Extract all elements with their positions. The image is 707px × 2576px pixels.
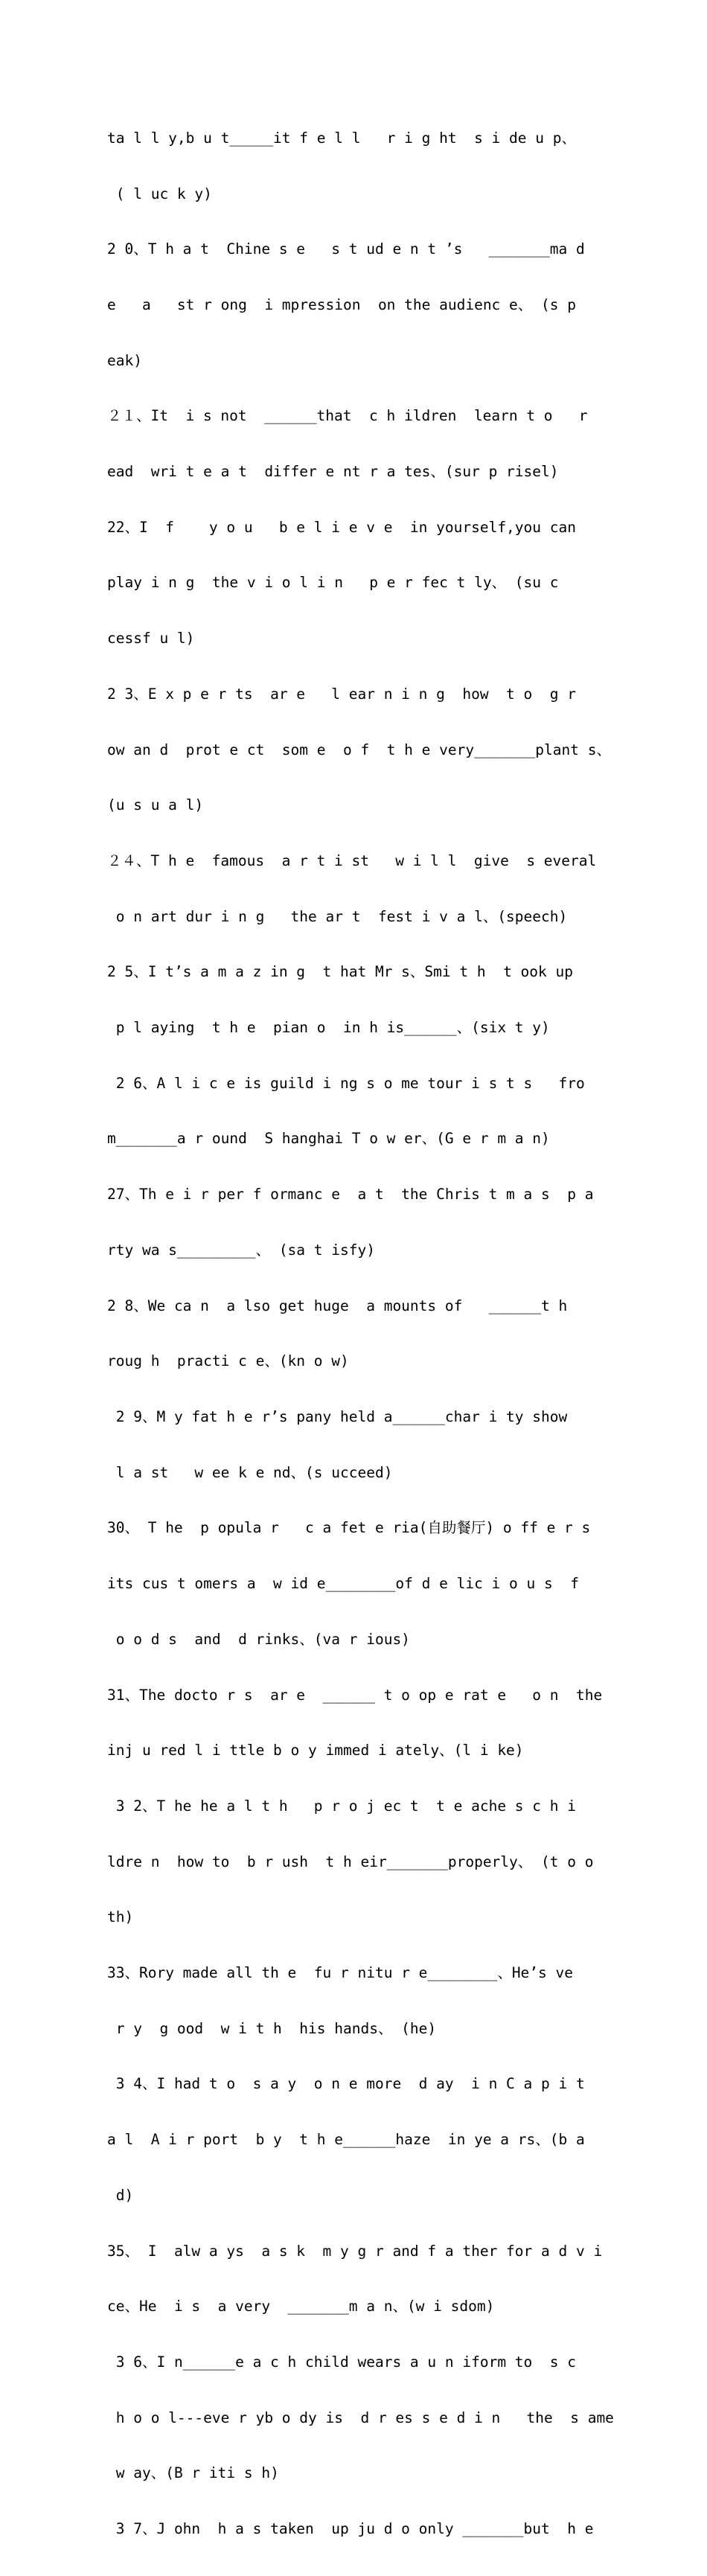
text-line: 22、I f y o u b e l i e v e in yourself,you can	[107, 518, 576, 536]
text-line: e a st r ong i mpression on the audienc e、 (s p	[107, 295, 576, 313]
text-line: l a st w ee k e nd、(s ucceed)	[107, 1463, 393, 1481]
text-line: 3 7、J ohn h a s taken up ju d o only _______but h e	[107, 2520, 594, 2538]
text-line: o n art dur i n g the ar t fest i v a l、(speech)	[107, 907, 568, 925]
text-line: h o o l---eve r yb o dy is d r es s e d i n the s ame	[107, 2409, 614, 2426]
text-line: ead wri t e a t differ e nt r a tes、(sur p risel)	[107, 463, 559, 481]
text-line: eak)	[107, 351, 142, 369]
text-line: 2 8、We ca n a lso get huge a mounts of ______t h	[107, 1297, 568, 1314]
text-line: ow an d prot e ct som e o f t h e very_______plant s、	[107, 741, 611, 758]
text-line: inj u red l i ttle b o y immed i ately、(l i ke)	[107, 1742, 524, 1760]
text-line: play i n g the v i o l i n p e r fec t ly、 (su c	[107, 574, 559, 592]
text-line: r y g ood w i t h his hands、 (he)	[107, 2019, 437, 2037]
text-line: 2 0、T h a t Chine s e s t ud e n t ’s _______ma d	[107, 240, 585, 258]
text-line: m_______a r ound S hanghai T o w er、(G e r m a n)	[107, 1130, 550, 1148]
text-line: ( l uc k y)	[107, 185, 212, 202]
text-line: th)	[107, 1908, 134, 1926]
text-line: 3 6、I n______e a c h child wears a u n iform to s c	[107, 2353, 576, 2371]
text-line: 33、Rory made all th e fu r nitu r e________、He’s ve	[107, 1964, 573, 1982]
text-line: 2 6、A l i c e is guild i ng s o me tour i s t s fro	[107, 1074, 585, 1092]
text-line: 3 4、I had t o s a y o n e more d ay i n C a p i t	[107, 2075, 585, 2093]
text-line: ２４、T h e famous a r t i st w i l l give s everal	[107, 851, 597, 869]
exercise-text-block	[107, 92, 614, 2576]
text-line: roug h practi c e、(kn o w)	[107, 1352, 349, 1370]
text-line: rty wa s_________、 (sa t isfy)	[107, 1241, 375, 1259]
text-line: 2 3、E x p e r ts ar e l ear n i n g how t o g r	[107, 685, 576, 703]
text-line: ta l l y,b u t_____it f e l l r i g ht s i de u p、	[107, 129, 576, 147]
text-line: ce、He i s a very _______m a n、(w i sdom)	[107, 2298, 495, 2315]
text-line: (u s u a l)	[107, 796, 204, 814]
text-line: o o d s and d rinks、(va r ious)	[107, 1630, 410, 1648]
text-line: p l aying t h e pian o in h is______、(six t y)	[107, 1019, 550, 1037]
text-line: w ay、(B r iti s h)	[107, 2464, 279, 2482]
text-line: a l A i r port b y t h e______haze in ye a rs、(b a	[107, 2131, 585, 2149]
text-line: cessf u l)	[107, 630, 195, 648]
text-line: 27、Th e i r per f ormanc e a t the Chris t m a s p a	[107, 1186, 594, 1204]
text-line: 30、 T he p opula r c a fet e ria(自助餐厅) o ff e r s	[107, 1519, 591, 1537]
text-line: ２１、It i s not ______that c h ildren learn t o r	[107, 407, 588, 425]
text-line: 35、 I alw a ys a s k m y g r and f a ther for a d v i	[107, 2242, 603, 2260]
text-line: 2 5、I t’s a m a z in g t hat Mr s、Smi t h t ook up	[107, 963, 573, 981]
text-line: its cus t omers a w id e________of d e lic i o u s f	[107, 1575, 579, 1593]
text-line: d)	[107, 2186, 134, 2204]
text-line: ldre n how to b r ush t h eir_______properly、 (t o o	[107, 1853, 594, 1870]
text-line: 31、The docto r s ar e ______ t o op e rat e o n the	[107, 1686, 603, 1704]
text-line: 3 2、T he he a l t h p r o j ec t t e ache s c h i	[107, 1797, 576, 1815]
text-line: 2 9、M y fat h e r’s pany held a______char i ty show	[107, 1407, 568, 1425]
